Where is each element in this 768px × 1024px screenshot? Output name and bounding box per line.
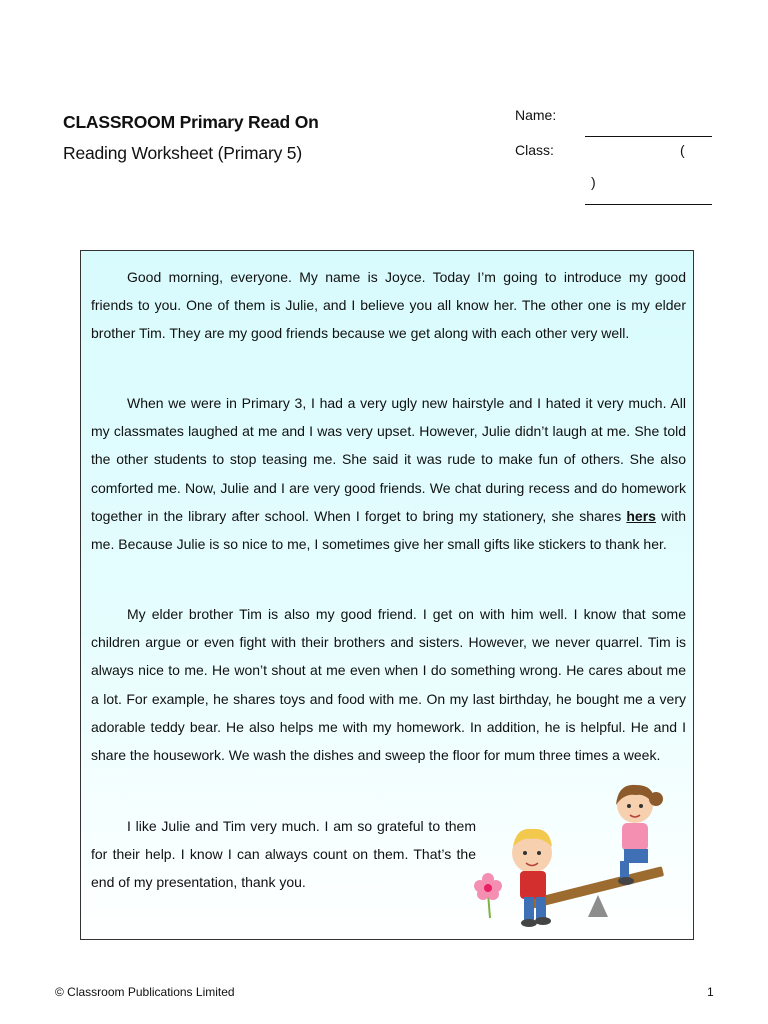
children-seesaw-illustration <box>470 775 675 935</box>
flower-icon <box>474 873 502 918</box>
paragraph-2-text-start: When we were in Primary 3, I had a very ugly new hairstyle and I hated it very much. All my classmates laughed at me and I was very upset. However, Julie didn’t laugh at me. She told the other students to stop teasing me. She said it was rude to make fun of others. She also comforted me. Now, Julie and I are very good friends. We chat during recess and do homework together in the library after school. When I forget to bring my stationery, she shares <box>91 395 686 524</box>
copyright-footer: © Classroom Publications Limited <box>55 985 235 999</box>
paragraph-3-text: My elder brother Tim is also my good friend. I get on with him well. I know that some children argue or even fight with their brothers and sisters. However, we never quarrel. Tim is always nice to me. He won’t shout at me even when I do something wrong. He cares about me a lot. For example, he shares toys and food with me. On my last birthday, he bought me a very adorable teddy bear. He also helps me with my homework. In addition, he is helpful. He and I share the housework. We wash the dishes and sweep the floor for mum three times a week. <box>91 606 686 764</box>
class-line <box>585 204 712 205</box>
paragraph-4-text: I like Julie and Tim very much. I am so grateful to them for their help. I know I can always count on them. That’s the end of my presentation, thank you. <box>91 818 476 891</box>
worksheet-title: CLASSROOM Primary Read On <box>63 112 319 132</box>
paragraph-2-text-end: with me. Because Julie is so nice to me, I sometimes give her small gifts like stickers to thank her. <box>91 507 687 553</box>
passage-paragraph-1 <box>91 263 686 348</box>
passage-paragraph-3 <box>91 600 686 769</box>
paragraph-1-text: Good morning, everyone. My name is Joyce. Today I’m going to introduce my good friends to you. One of them is Julie, and I believe you all know her. The other one is my elder brother Tim. They are my good friends because we get along with each other very well. <box>91 269 686 342</box>
worksheet-subtitle: Reading Worksheet (Primary 5) <box>63 143 302 163</box>
name-line <box>585 136 712 137</box>
highlighted-word-hers: hers <box>626 507 656 524</box>
page-number: 1 <box>707 985 714 999</box>
class-label: Class: <box>515 142 554 158</box>
passage-paragraph-2 <box>91 389 686 558</box>
name-label: Name: <box>515 107 557 123</box>
boy-figure <box>512 829 552 927</box>
seesaw <box>526 866 664 917</box>
class-number-close-paren: ) <box>591 174 596 190</box>
class-number-open-paren: ( <box>680 142 685 158</box>
passage-paragraph-4 <box>91 812 476 897</box>
